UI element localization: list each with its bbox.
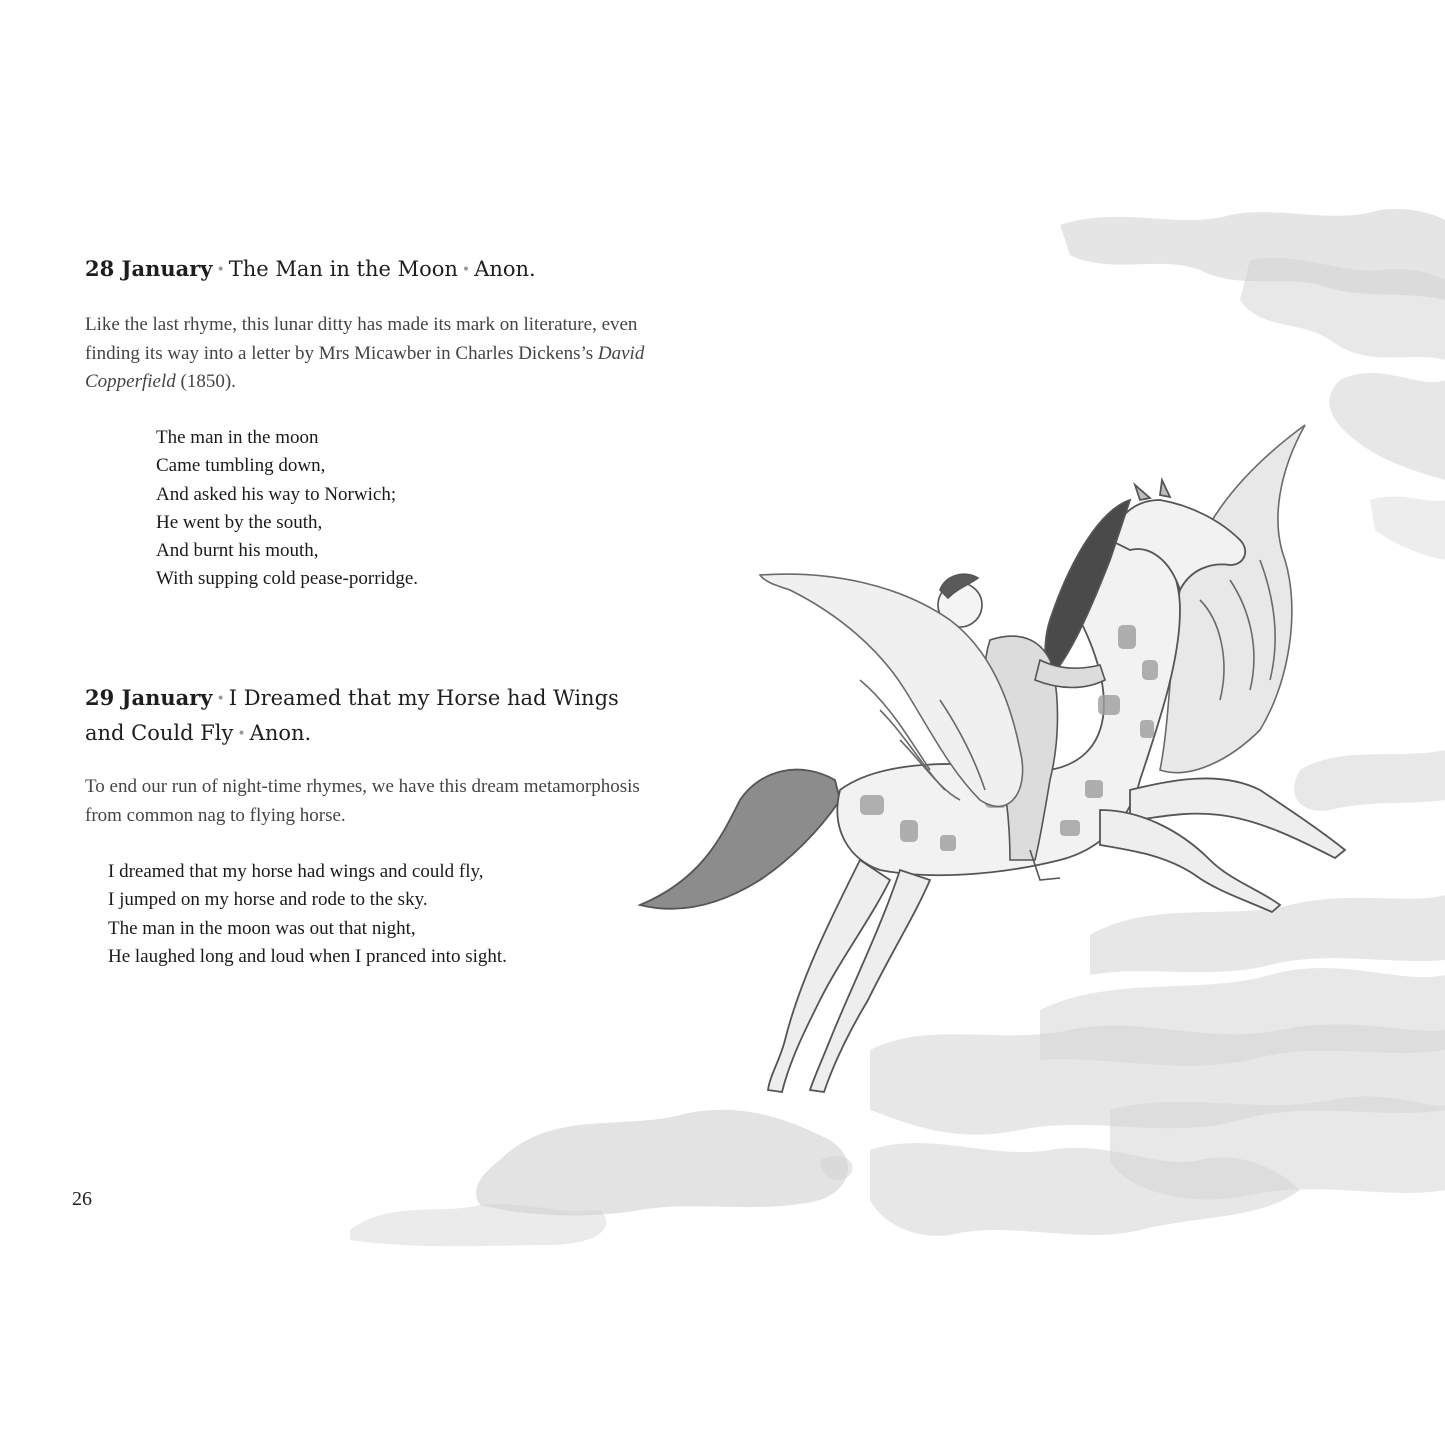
rider-arm	[1035, 660, 1105, 688]
intro-text: Like the last rhyme, this lunar ditty has made its mark on literature, even finding its way into a letter by Mrs Micawber in Charles Dickens’s	[85, 314, 638, 364]
winged-horse-illustration	[330, 200, 1445, 1250]
entry-title: The Man in the Moon	[228, 257, 458, 281]
poem-line: I dreamed that my horse had wings and could fly,	[108, 861, 484, 882]
poem-line: And asked his way to Norwich;	[156, 483, 397, 505]
poem-line: Came tumbling down,	[156, 455, 326, 477]
poem-line: And burnt his mouth,	[156, 540, 319, 562]
entry-author: Anon.	[474, 257, 536, 281]
separator-dot: •	[461, 262, 471, 278]
poem-line: He went by the south,	[156, 511, 323, 533]
separator-dot: •	[237, 726, 246, 742]
book-title: David Copperfield	[85, 342, 645, 392]
poem-line: I jumped on my horse and rode to the sky.	[108, 889, 428, 911]
entry-title: I Dreamed that my Horse had Wings and Could Fly	[85, 686, 619, 745]
horse-tail	[640, 770, 840, 909]
poem-line: With supping cold pease-porridge.	[156, 568, 419, 590]
separator-dot: •	[216, 691, 225, 707]
poem-line: The man in the moon was out that night,	[108, 917, 416, 939]
entry-date: 28 January	[85, 256, 213, 281]
poem-line: He laughed long and loud when I pranced into sight.	[108, 945, 507, 967]
poem-line: The man in the moon	[156, 427, 319, 448]
intro-text-end: (1850).	[175, 371, 236, 392]
back-wing	[1160, 425, 1305, 773]
separator-dot: •	[216, 262, 225, 278]
horse-leg-front-2	[1100, 810, 1280, 912]
page-number: 26	[72, 1188, 92, 1210]
entry-author: Anon.	[249, 721, 312, 745]
entry-date: 29 January	[85, 685, 213, 710]
entry-intro: To end our run of night-time rhymes, we have this dream metamorphosis from common nag to flying horse.	[85, 776, 640, 826]
cloud-wash	[350, 209, 1445, 1246]
